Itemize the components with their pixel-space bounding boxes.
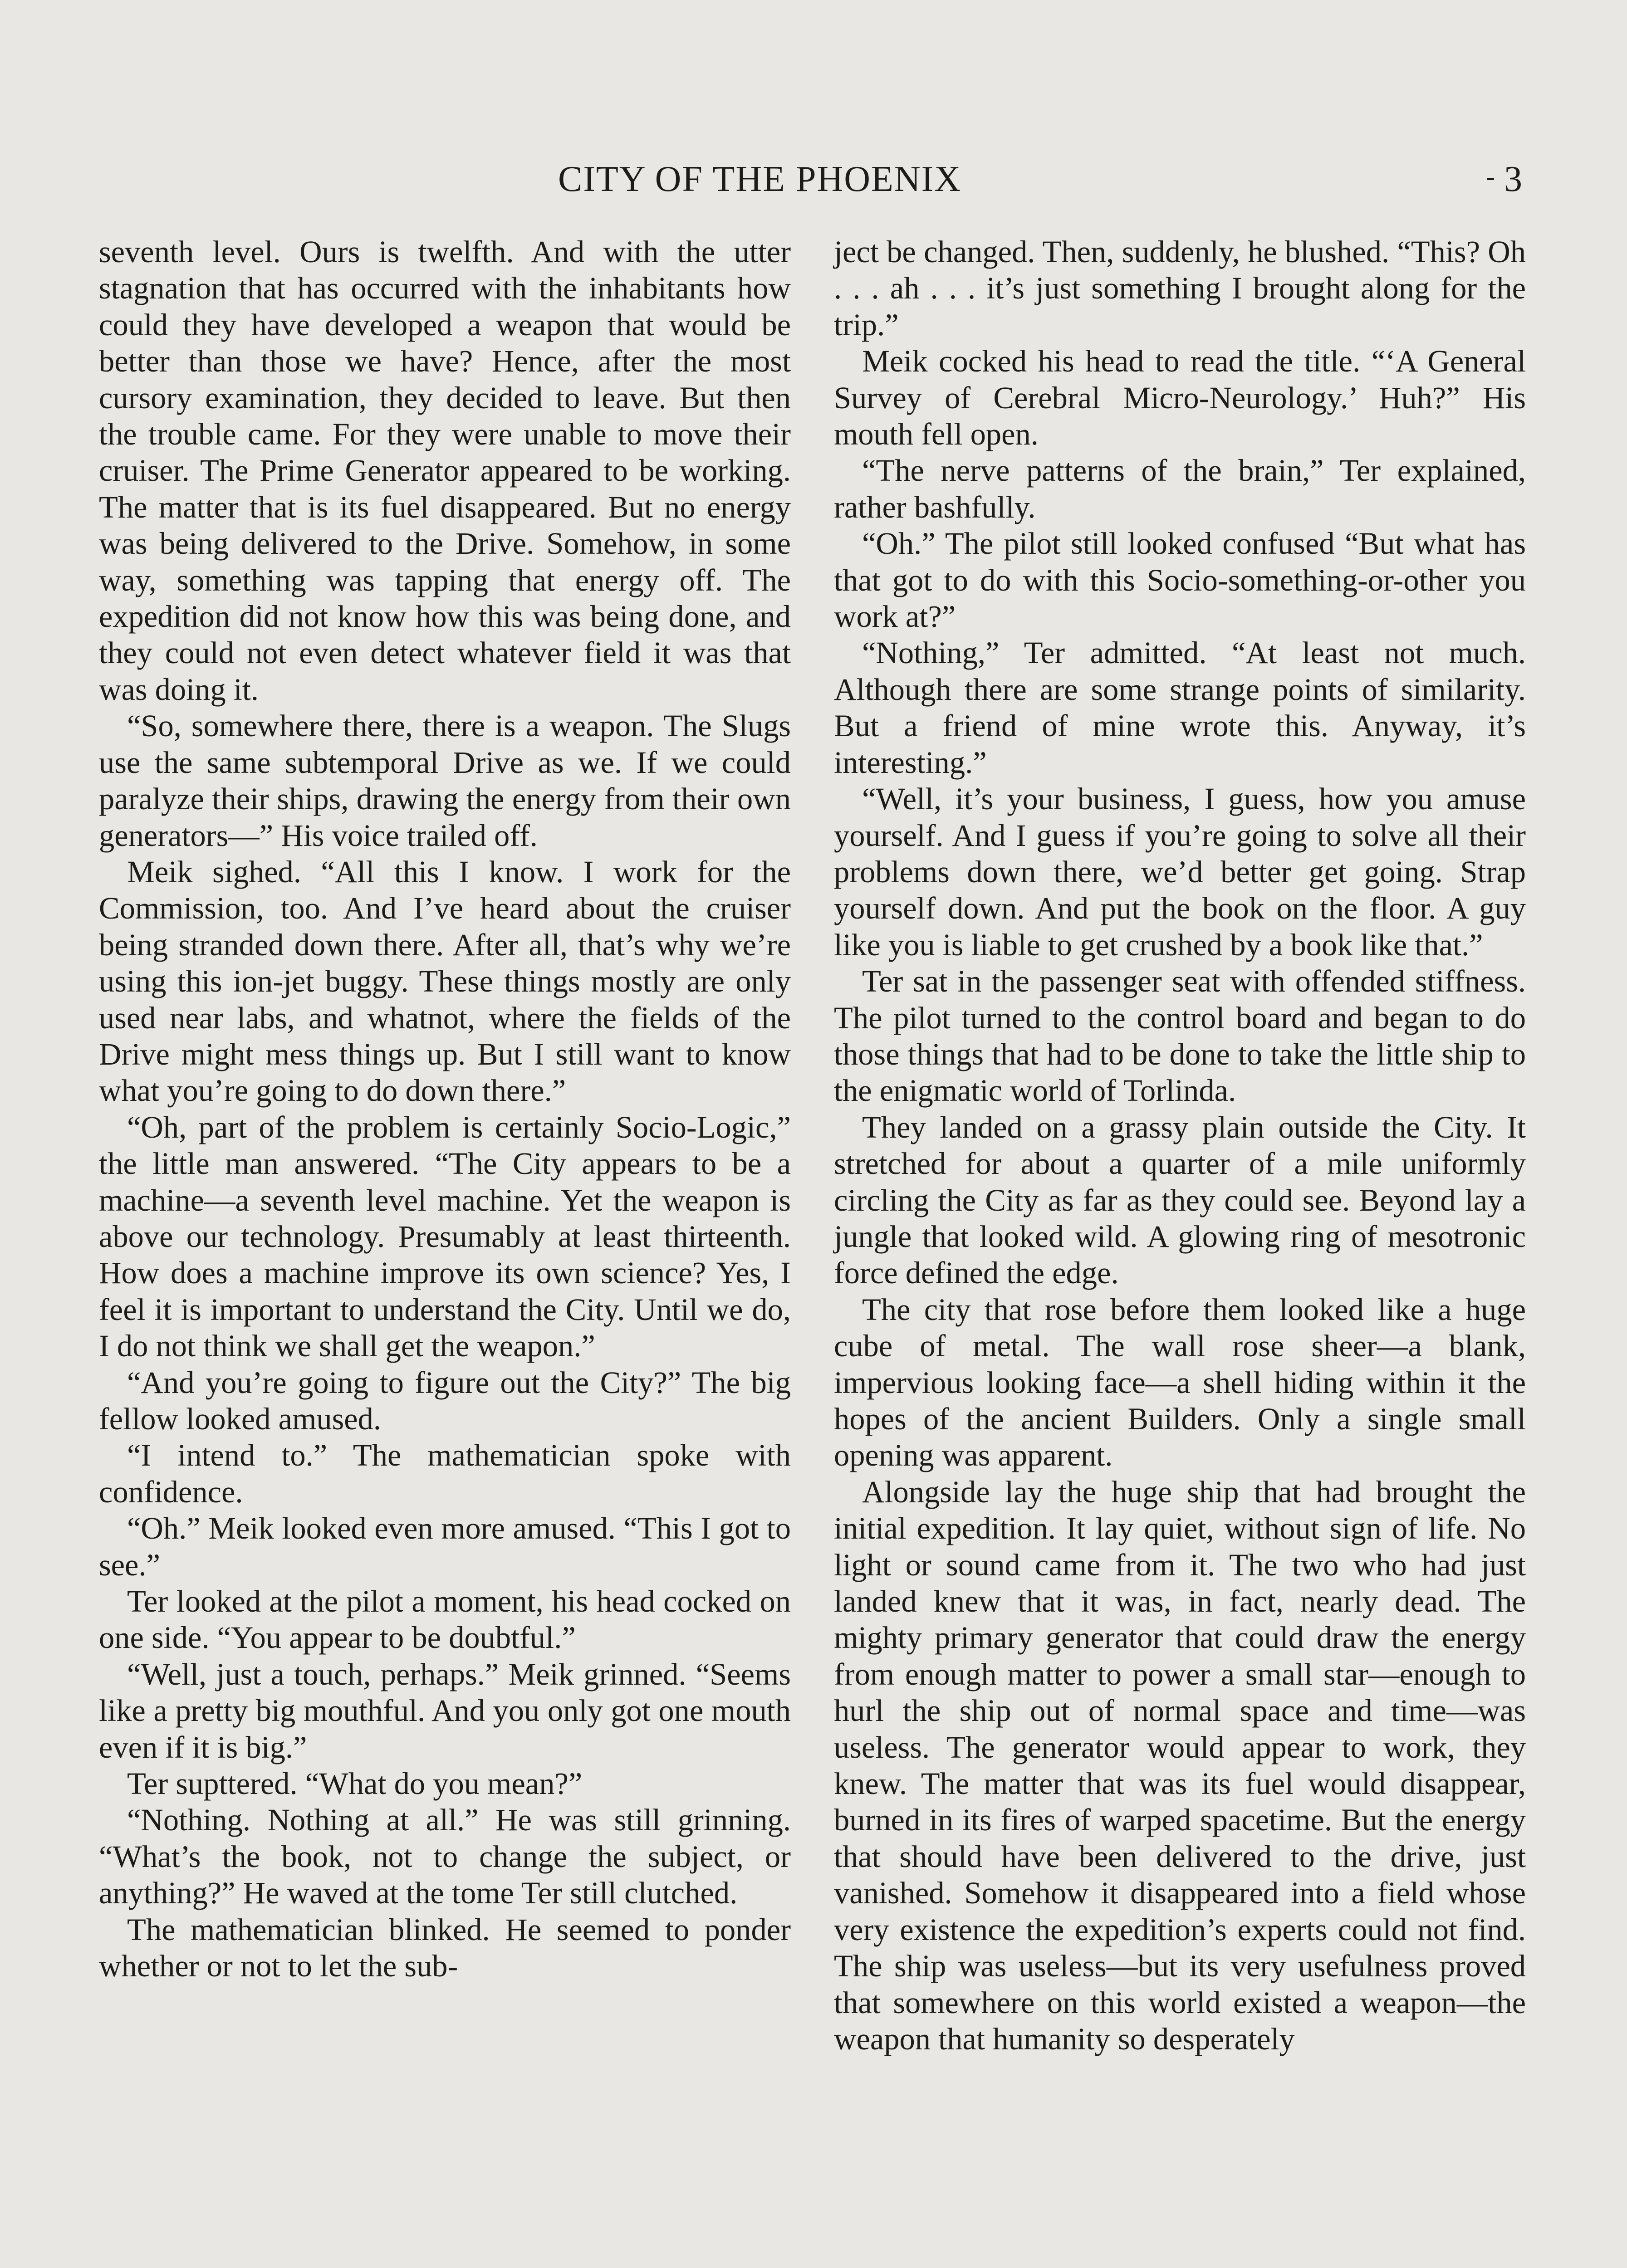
paragraph: “And you’re going to figure out the City?” The big fellow looked amused.	[99, 1365, 791, 1436]
paragraph: “Oh, part of the problem is certainly Socio-Logic,” the little man answered. “The City appears to be a machine—a seventh level machine. Yet the weapon is above our technology. Presumably at least thirteenth. How does a machine improve its own science? Yes, I feel it is important to understand the City. Until we do, I do not think we shall get the weapon.”	[99, 1110, 791, 1364]
right-column	[834, 234, 1526, 2057]
paragraph: “Oh.” The pilot still looked confused “But what has that got to do with this Socio-something-or-other you work at?”	[834, 526, 1526, 634]
left-column	[99, 234, 791, 1984]
paragraph: The mathematician blinked. He seemed to ponder whether or not to let the sub-	[99, 1912, 791, 1984]
paragraph: “The nerve patterns of the brain,” Ter explained, rather bashfully.	[834, 453, 1526, 524]
paragraph: ject be changed. Then, suddenly, he blushed. “This? Oh . . . ah . . . it’s just something I brought along for the trip.”	[834, 235, 1526, 342]
running-title: CITY OF THE PHOENIX	[558, 159, 962, 199]
paragraph: The city that rose before them looked like a huge cube of metal. The wall rose sheer—a blank, impervious looking face—a shell hiding within it the hopes of the ancient Builders. Only a single small opening was apparent.	[834, 1292, 1526, 1473]
paragraph: Meik sighed. “All this I know. I work for the Commission, too. And I’ve heard about the cruiser being stranded down there. After all, that’s why we’re using this ion-jet buggy. These things mostly are only used near labs, and whatnot, where the fields of the Drive might mess things up. But I still want to know what you’re going to do down there.”	[99, 854, 791, 1108]
page-number-dash: -	[1486, 161, 1495, 191]
paragraph: Ter supttered. “What do you mean?”	[127, 1766, 583, 1801]
paragraph: “Oh.” Meik looked even more amused. “This I got to see.”	[99, 1511, 791, 1582]
paragraph: They landed on a grassy plain outside the City. It stretched for about a quarter of a mile uniformly circling the City as far as they could see. Beyond lay a jungle that looked wild. A glowing ring of mesotronic force defined the edge.	[834, 1110, 1526, 1290]
paragraph: Ter sat in the passenger seat with offended stiffness. The pilot turned to the control board and began to do those things that had to be done to take the little ship to the enigmatic world of Torlinda.	[834, 964, 1526, 1108]
paragraph: “Well, just a touch, perhaps.” Meik grinned. “Seems like a pretty big mouthful. And you only got one mouth even if it is big.”	[99, 1657, 791, 1765]
paragraph: “So, somewhere there, there is a weapon. The Slugs use the same subtemporal Drive as we. If we could paralyze their ships, drawing the energy from their own generators—” His voice trailed off.	[99, 709, 791, 853]
paragraph: Alongside lay the huge ship that had brought the initial expedition. It lay quiet, without sign of life. No light or sound came from it. The two who had just landed knew that it was, in fact, nearly dead. The mighty primary generator that could draw the energy from enough matter to power a small star—enough to hurl the ship out of normal space and time—was useless. The generator would appear to work, they knew. The matter that was its fuel would disappear, burned in its fires of warped spacetime. But the energy that should have been delivered to the drive, just vanished. Somehow it disappeared into a field whose very existence the expedition’s experts could not find. The ship was useless—but its very usefulness proved that somewhere on this world existed a weapon—the weapon that humanity so desperately	[834, 1474, 1526, 2056]
page-number	[1486, 161, 1522, 197]
paragraph: “Nothing. Nothing at all.” He was still grinning. “What’s the book, not to change the subject, or anything?” He waved at the tome Ter still clutched.	[99, 1803, 791, 1911]
paragraph: Ter looked at the pilot a moment, his head cocked on one side. “You appear to be doubtful.”	[99, 1584, 791, 1655]
paragraph: “Nothing,” Ter admitted. “At least not much. Although there are some strange points of similarity. But a friend of mine wrote this. Anyway, it’s interesting.”	[834, 635, 1526, 780]
paragraph: “Well, it’s your business, I guess, how you amuse yourself. And I guess if you’re going to solve all their problems down there, we’d better get going. Strap yourself down. And put the book on the floor. A guy like you is liable to get crushed by a book like that.”	[834, 782, 1526, 962]
paragraph: “I intend to.” The mathematician spoke with confidence.	[99, 1438, 791, 1509]
page-number-value: 3	[1504, 159, 1522, 199]
paragraph: Meik cocked his head to read the title. “‘A General Survey of Cerebral Micro-Neurology.’ Huh?” His mouth fell open.	[834, 344, 1526, 452]
paragraph: seventh level. Ours is twelfth. And with the utter stagnation that has occurred with the inhabitants how could they have developed a weapon that would be better than those we have? Hence, after the most cursory examination, they decided to leave. But then the trouble came. For they were unable to move their cruiser. The Prime Generator appeared to be working. The matter that is its fuel disappeared. But no energy was being delivered to the Drive. Somehow, in some way, something was tapping that energy off. The expedition did not know how this was being done, and they could not even detect whatever field it was that was doing it.	[99, 235, 791, 707]
